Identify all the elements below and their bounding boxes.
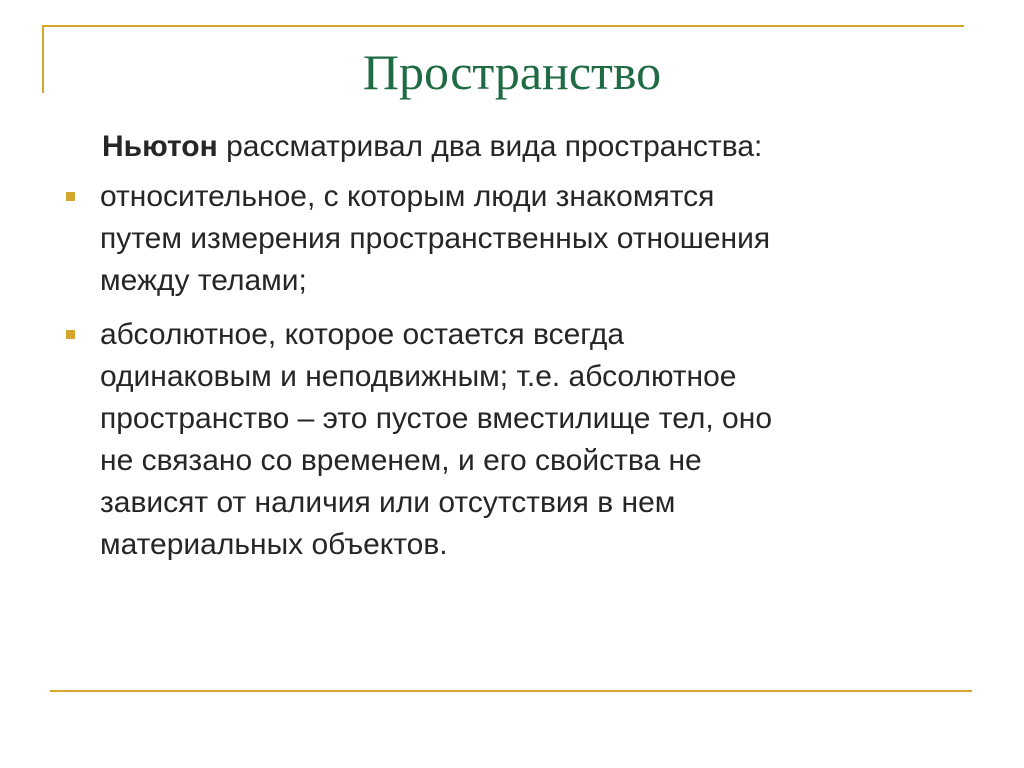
intro-bold-text: Ньютон [102,130,218,163]
bullet-line: абсолютное, которое остается всегда [100,318,625,351]
bullet-line: одинаковым и неподвижным; т.е. абсолютное [100,360,737,393]
bullet-line: путем измерения пространственных отношения [100,222,771,255]
slide-title: Пространство [362,44,662,100]
bullet-line: не связано со временем, и его свойства не [100,444,702,477]
slide-content [62,126,962,578]
bullet-line: пространство – это пустое вместилище тел, оно [100,402,772,435]
intro-paragraph [62,126,962,168]
bullet-item-relative [62,176,962,302]
frame-bottom-line [50,690,972,692]
bullet-square-icon [66,192,75,201]
bullet-item-absolute [62,314,962,566]
bullet-line: зависят от наличия или отсутствия в нем [100,486,676,519]
bullet-line: относительное, с которым люди знакомятся [100,180,715,213]
bullet-line: материальных объектов. [100,528,448,561]
intro-text: рассматривал два вида пространства: [217,130,763,163]
bullet-line: между телами; [100,264,307,297]
frame-top-line [42,25,964,27]
bullet-square-icon [66,330,75,339]
